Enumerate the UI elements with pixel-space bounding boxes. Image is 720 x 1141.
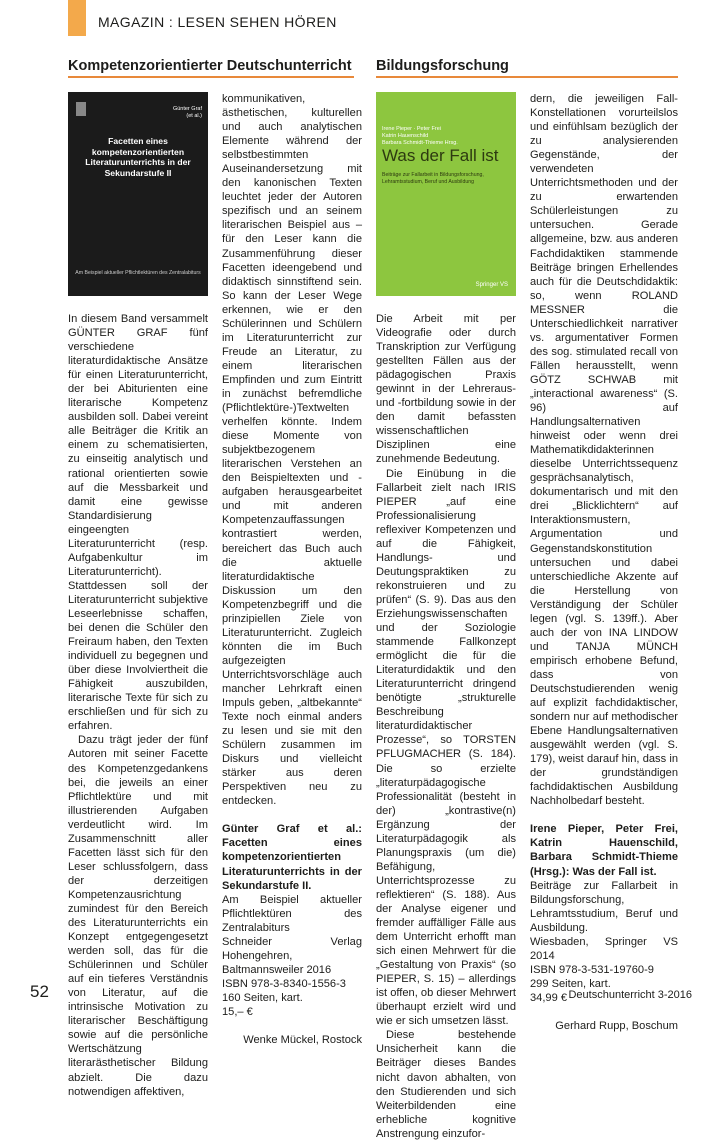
- paragraph: Die Arbeit mit per Videografie oder durch Transkription zur Verfügung gestellten Fällen aus der pädagogischen Praxis gewinnt in der Lehreraus- und -fortbildung sowie in der den damit befassten wissenschaftlichen Disziplinen eine zunehmende Bedeutung.: [376, 313, 516, 466]
- book-info-line: 299 Seiten, kart.: [530, 977, 611, 990]
- reviewer-name: Wenke Mückel, Rostock: [243, 1034, 362, 1047]
- book-info-line: 34,99 €: [530, 991, 568, 1004]
- book-info-line: Beiträge zur Fallarbeit in Bildungsforschung, Lehramtsstudium, Beruf und Ausbildung.: [530, 879, 678, 934]
- paragraph: kommunikativen, ästhetischen, kulturellen und auch analytischen Elemente während der selbstbestimmten Auseinandersetzung mit den kanonischen Texten leuchtet jeder der Autoren spezifisch und an seinem literarischen Beispiel aus – für den Leser kann die Zusammenführung dieser Facetten ideengebend und didaktisch sinnstiftend sein. So kann der Leser Wege erkennen, wie er den Schülerinnen und Schülern im Literaturunterricht zur Freude an Literatur, zu einem literarischen Empfinden und zum Eintritt in zunächst befremdliche (Pflichtlektüre-)Textwelten verhelfen könnte. Indem diese Momente von subjektbezogenem literarischen Verstehen an den Beispieltexten und -aufgaben herausgearbeitet und mit anderen Kompetenzauffassungen kontrastiert werden, bereichert das Buch auch die aktuelle literaturdidaktische Diskussion um den Kompetenzbegriff und die prinzipiellen Ziele von Literaturunterricht. Zugleich könnten die im Buch aufgezeigten Unterrichtsvorschläge auch mancher Lehrkraft einen Impuls geben, „altbekannte“ Texte noch einmal anders zu lesen und sie mit den Schülern zusammen im Diskurs und vielleicht stärker aus deren Perspektiven neu zu entdecken.: [222, 93, 362, 808]
- book-info-line: Schneider Verlag Hohengehren, Baltmannsweiler 2016: [222, 935, 362, 976]
- left-column-2: [222, 92, 362, 1047]
- paragraph: Die Einübung in die Fallarbeit zielt nach IRIS PIEPER „auf eine Professionalisierung reflexiver Kompetenzen und auf die Fähigkeit, Handlungs- und Deutungspraktiken zu rekonstruieren und zu prüfen“ (S. 9). Das aus den Erziehungswissenschaften und der Soziologie stammende Fallkonzept ermöglicht die für die Literaturdidaktik und den Literaturunterricht dringend benötigte „strukturelle Beschreibung literaturdidaktischer Prozesse“, so TORSTEN PFLUGMACHER (S. 184). Die so erzielte „literaturpädagogische Professionalität (besteht in der) „kontrastive(n) Ergänzung der Literaturpädagogik als Planungspraxis (um die) Befähigung, Unterrichtsprozesse zu reflektieren“ (S. 188). Aus der Analyse eigener und fremder auffälliger Fälle aus dem Unterricht erhofft man sich einen Mehrwert für die „Gestaltung von Praxis“ (so PIEPER, S. 15) – allerdings ist offen, ob dieser Mehrwert überhaupt erzielt wird und wie er sich umsetzen lässt.: [376, 467, 516, 1028]
- right-column-1: [376, 312, 516, 1141]
- journal-issue: Deutschunterricht 3-2016: [568, 989, 692, 1001]
- section-label: MAGAZIN : LESEN SEHEN HÖREN: [98, 14, 337, 30]
- page-number: 52: [30, 982, 49, 1001]
- cover-subtitle: Beiträge zur Fallarbeit in Bildungsforschung, Lehramtsstudium, Beruf und Ausbildung: [382, 172, 484, 185]
- header-accent-bar: [68, 0, 86, 36]
- right-article-heading: Bildungsforschung: [376, 58, 678, 78]
- cover-author: Günter Graf (et al.): [172, 106, 202, 119]
- cover-authors: Irene Pieper · Peter Frei Katrin Hauenschild Barbara Schmidt-Thieme Hrsg.: [382, 126, 458, 146]
- paragraph: In diesem Band versammelt GÜNTER GRAF fünf verschiedene literaturdidaktische Ansätze für einen Literaturunterricht, der bei Abiturienten eine literarische Kompetenz ausbilden soll. Dabei vereint alle Beiträger die Kritik an einem zu schematisierten, zu einseitig analytisch und rational orientierten sowie auf die Messbarkeit und damit eine gewisse Standardisierung eingeengten Literaturunterricht (resp. Aufgabenkultur im Literaturunterricht). Stattdessen soll der Literaturunterricht subjektive Leseerlebnisse schaffen, bei denen die Schüler den Freiraum haben, den Texten individuell zu begegnen und über diese Involviertheit die Fähigkeit auszubilden, literarische Texte für sich zu erschließen und für sich zu erfahren.: [68, 313, 208, 733]
- publisher-logo-icon: [76, 102, 86, 116]
- cover-title: Was der Fall ist: [382, 146, 499, 165]
- left-article-heading: Kompetenzorientierter Deutschunterricht: [68, 58, 354, 78]
- book-info-line: Wiesbaden, Springer VS 2014: [530, 935, 678, 962]
- right-book-cover: [376, 92, 516, 296]
- book-info-title: Irene Pieper, Peter Frei, Katrin Hauenschild, Barbara Schmidt-Thieme (Hrsg.): Was der Fall ist.: [530, 823, 678, 878]
- paragraph: Dazu trägt jeder der fünf Autoren mit seiner Facette des Kompetenzgedankens bei, die jeweils an einer Pflichtlektüre und mit illustrierenden Aufgaben verdeutlicht wird. Im Zusammenschnitt aller Facetten lässt sich für den Leser schlussfolgern, dass der derzeitigen Kompetenzausrichtung zumindest für den Bereich des Literaturunterrichts ein Konzept entgegengesetzt werden soll, das für die Schülerinnen und Schüler auf ein tieferes Verständnis von Literatur, auf die intrinsische Motivation zu literarischer Beschäftigung sowie auf die persönliche Wertschätzung literarästhetischer Bildung abzielt. Die dazu notwendigen affektiven,: [68, 734, 208, 1098]
- left-book-cover: [68, 92, 208, 296]
- book-info-line: ISBN 978-3-531-19760-9: [530, 963, 654, 976]
- right-column-2: [530, 92, 678, 1033]
- book-info-line: ISBN 978-3-8340-1556-3: [222, 977, 346, 990]
- cover-subtitle: Am Beispiel aktueller Pflichtlektüren des Zentralabiturs: [75, 270, 201, 276]
- cover-title: Facetten eines kompetenzorientierten Literaturunterrichts in der Sekundarstufe II: [85, 136, 191, 178]
- book-info-title: Günter Graf et al.: Facetten eines kompetenzorientierten Literaturunterrichts in der Sekundarstufe II.: [222, 823, 362, 892]
- paragraph: Diese bestehende Unsicherheit kann die Beiträger dieses Bandes nicht davon abhalten, von den Studierenden und sich Weiterbildenden eine erhebliche kognitive Anstrengung einzufor-: [376, 1029, 516, 1140]
- cover-publisher: Springer VS: [475, 282, 508, 288]
- left-column-1: [68, 312, 208, 1099]
- reviewer-name: Gerhard Rupp, Boschum: [555, 1020, 678, 1032]
- book-info-line: 160 Seiten, kart.: [222, 991, 303, 1004]
- book-info-line: 15,– €: [222, 1006, 253, 1018]
- book-info-line: Am Beispiel aktueller Pflichtlektüren des Zentralabiturs: [222, 893, 362, 934]
- paragraph: dern, die jeweiligen Fall-Konstellationen vorurteilslos und einfühlsam bezüglich der zu analysierenden Gegenstände, der verwendeten Unterrichtsmethoden und der zu erwartenden Schülerleistungen zu untersuchen. Gerade allgemeine, bzw. aus anderen Fachdidaktiken stammende Beiträge bringen Erhellendes auch für die Deutschdidaktik: so, wenn ROLAND MESSNER die Unterschiedlichkeit narrativer vs. argumentativer Formen des sog. stimulated recall von Fällen herausstellt, wenn GÖTZ SCHWAB mit „interactional awareness“ (S. 96) auf Handlungsalternativen hinweist oder wenn drei Mathematikdidakterinnen dieselbe Unterrichtssequenz gesprächsanalytisch, dokumentarisch und mit den drei „Blicklichtern“ auf Interaktionsmustern, Argumentation und Gegenstandskonstitution untersuchen und dabei unterschiedliche Akzente auf die Herstellung von Verständigung der Schüler legen (vgl. S. 139ff.). Aber auch der von INA LINDOW und TANJA MÜNCH empirisch erhobene Befund, dass von Deutschstudierenden wenig auf explizit fachdidaktischer, sondern nur auf methodischer Ebene Handlungsalternativen ausgewählt werden (vgl. S. 179), weist darauf hin, dass in der grundständigen fachdidaktischen Ausbildung Nachholbedarf besteht.: [530, 93, 678, 808]
